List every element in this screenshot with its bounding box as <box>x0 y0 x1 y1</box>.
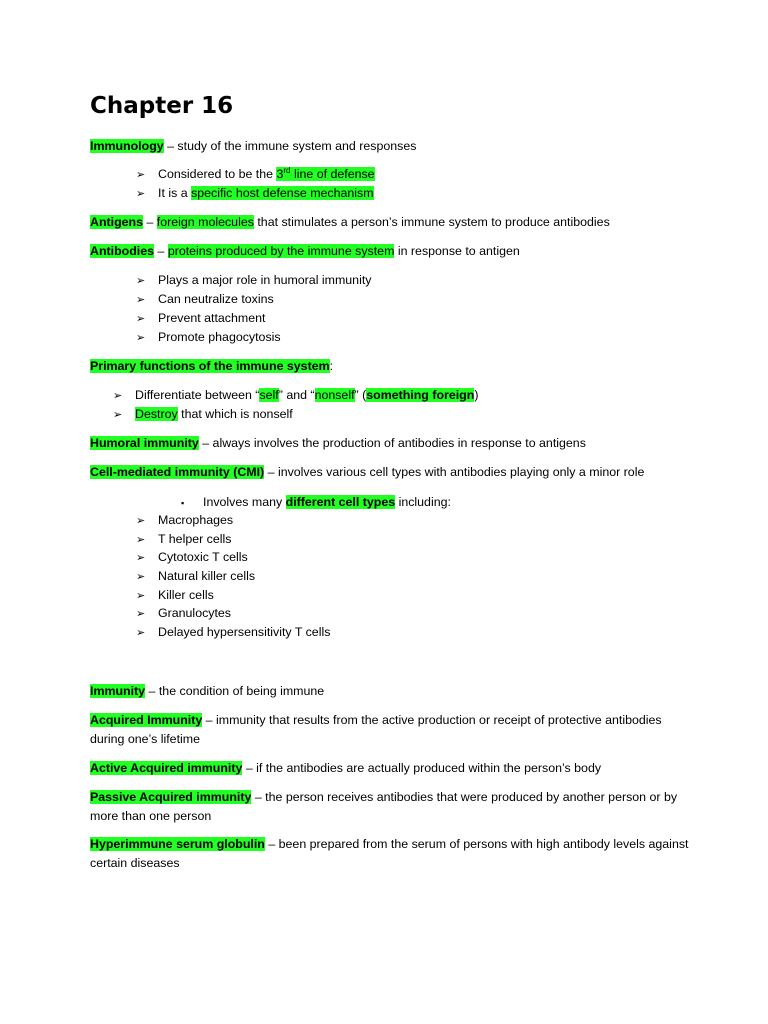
humoral-definition: Humoral immunity – always involves the production of antibodies in response to antigens <box>90 436 586 450</box>
antibodies-definition: Antibodies – proteins produced by the immune system in response to antigen <box>90 244 520 258</box>
arrow-bullet-icon: ➢ <box>136 552 146 564</box>
list-item: ➢ Granulocytes <box>136 604 231 624</box>
arrow-bullet-icon: ➢ <box>113 390 123 402</box>
arrow-bullet-icon: ➢ <box>113 409 123 421</box>
list-item: ➢ T helper cells <box>136 530 231 550</box>
list-item: ➢ Cytotoxic T cells <box>136 548 248 568</box>
arrow-bullet-icon: ➢ <box>136 608 146 620</box>
term-antigens: Antigens <box>90 215 144 229</box>
term-antibodies: Antibodies <box>90 244 155 258</box>
arrow-bullet-icon: ➢ <box>136 294 146 306</box>
arrow-bullet-icon: ➢ <box>136 571 146 583</box>
arrow-bullet-icon: ➢ <box>136 313 146 325</box>
list-item: ➢ Differentiate between “self” and “nonself” (something foreign) <box>113 386 478 406</box>
list-item: ▪ Involves many different cell types including: <box>181 493 451 513</box>
passive-acquired-definition: Passive Acquired immunity – the person receives antibodies that were produced by another person or by more than one person <box>90 790 678 823</box>
list-item: ➢ Prevent attachment <box>136 309 265 329</box>
arrow-bullet-icon: ➢ <box>136 534 146 546</box>
list-item: ➢ Can neutralize toxins <box>136 290 274 310</box>
arrow-bullet-icon: ➢ <box>136 188 146 200</box>
cmi-definition: Cell-mediated immunity (CMI) – involves various cell types with antibodies playing only a minor role <box>90 465 645 479</box>
list-item: ➢ Plays a major role in humoral immunity <box>136 271 371 291</box>
page-title: Chapter 16 <box>90 93 234 119</box>
arrow-bullet-icon: ➢ <box>136 332 146 344</box>
arrow-bullet-icon: ➢ <box>136 275 146 287</box>
term-immunology: Immunology <box>90 139 164 153</box>
list-item: ➢ Considered to be the 3rd line of defense <box>136 165 375 185</box>
list-item: ➢ It is a specific host defense mechanism <box>136 184 374 204</box>
arrow-bullet-icon: ➢ <box>136 515 146 527</box>
arrow-bullet-icon: ➢ <box>136 590 146 602</box>
primary-functions-heading: Primary functions of the immune system: <box>90 359 334 373</box>
square-bullet-icon: ▪ <box>181 498 185 508</box>
list-item: ➢ Delayed hypersensitivity T cells <box>136 623 330 643</box>
active-acquired-definition: Active Acquired immunity – if the antibodies are actually produced within the person’s body <box>90 761 602 775</box>
arrow-bullet-icon: ➢ <box>136 169 146 181</box>
list-item: ➢ Promote phagocytosis <box>136 328 281 348</box>
acquired-immunity-definition: Acquired Immunity – immunity that results from the active production or receipt of protective antibodies during one’s lifetime <box>90 713 662 746</box>
list-item: ➢ Destroy that which is nonself <box>113 405 293 425</box>
list-item: ➢ Macrophages <box>136 511 233 531</box>
antigens-definition: Antigens – foreign molecules that stimulates a person’s immune system to produce antibodies <box>90 215 610 229</box>
immunology-definition: Immunology – study of the immune system and responses <box>90 139 417 153</box>
hyperimmune-definition: Hyperimmune serum globulin – been prepared from the serum of persons with high antibody levels against certain diseases <box>90 837 689 870</box>
list-item: ➢ Killer cells <box>136 586 214 606</box>
list-item: ➢ Natural killer cells <box>136 567 255 587</box>
arrow-bullet-icon: ➢ <box>136 627 146 639</box>
immunity-definition: Immunity – the condition of being immune <box>90 684 325 698</box>
